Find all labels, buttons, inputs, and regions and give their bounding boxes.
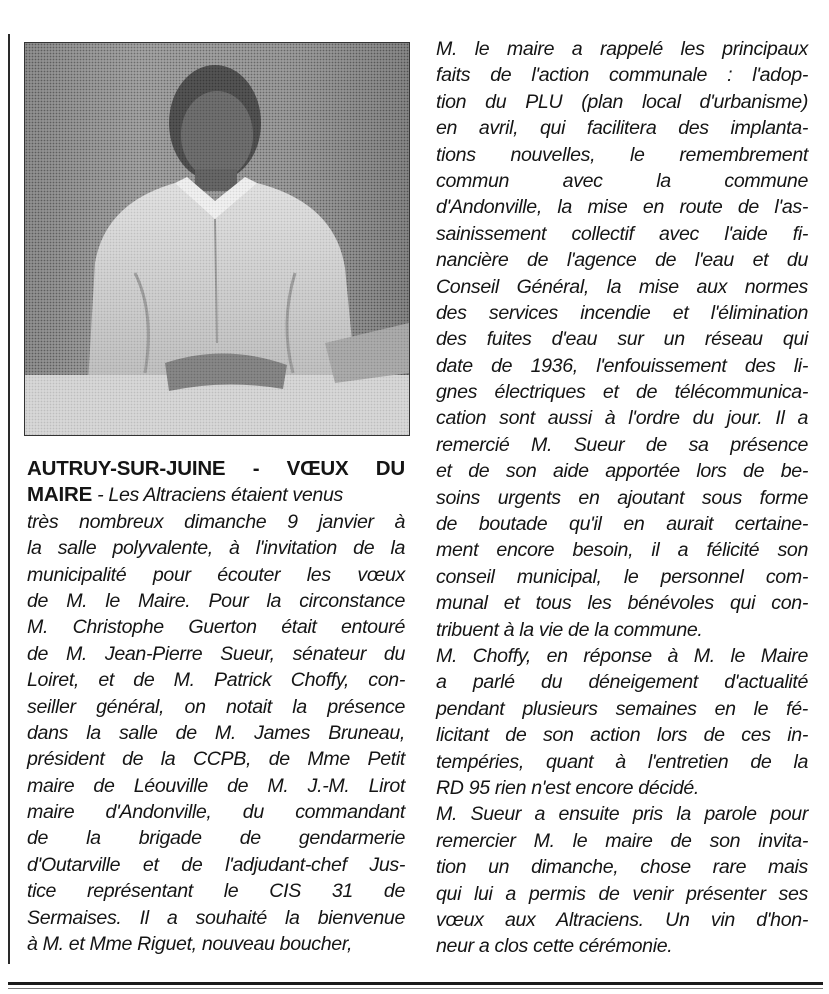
article-line: d'Andonville, la mise en route de l'as- — [436, 196, 808, 219]
article-line: tions nouvelles, le remembrement — [436, 143, 808, 166]
article-line: très nombreux dimanche 9 janvier à — [27, 510, 405, 533]
article-line: tribuent à la vie de la commune. — [436, 618, 703, 641]
article-line: Conseil Général, la mise aux normes — [436, 275, 808, 298]
article-line: de boutade qu'il en aurait certaine- — [436, 513, 808, 536]
article-right-column — [436, 36, 808, 960]
article-line: munal et tous les bénévoles qui con- — [436, 592, 808, 615]
article-line: des services incendie et l'élimination — [436, 301, 808, 324]
article-line: de M. le Maire. Pour la circonstance — [27, 589, 405, 612]
article-line: sainissement collectif avec l'aide fi- — [436, 222, 808, 245]
article-line: des fuites d'eau sur un réseau qui — [436, 328, 808, 351]
article-line: vœux aux Altraciens. Un vin d'hon- — [436, 908, 808, 931]
photo-image — [25, 43, 409, 435]
article-line: seiller général, on notait la présence — [27, 695, 405, 718]
article-line: faits de l'action communale : l'adop- — [436, 64, 808, 87]
article-line: maire de Léouville de M. J.-M. Lirot — [27, 774, 405, 797]
headline-continued: MAIRE — [27, 483, 93, 507]
article-line: a parlé du déneigement d'actualité — [436, 671, 808, 694]
article-line-first — [27, 482, 405, 508]
article-line: tion du PLU (plan local d'urbanisme) — [436, 90, 808, 113]
lead-text: - Les Altraciens étaient venus — [92, 484, 343, 507]
article-line: ment encore besoin, il a félicité son — [436, 539, 808, 562]
mayor-photo — [24, 42, 410, 436]
article-line: pendant plusieurs semaines en le fé- — [436, 697, 808, 720]
article-line: Loiret, et de M. Patrick Choffy, con- — [27, 669, 405, 692]
article-line: M. Choffy, en réponse à M. le Maire — [436, 644, 808, 667]
article-line: président de la CCPB, de Mme Petit — [27, 748, 405, 771]
article-line: la salle polyvalente, à l'invitation de la — [27, 537, 405, 560]
article-line: à M. et Mme Riguet, nouveau boucher, — [27, 933, 353, 956]
article-line: M. le maire a rappelé les principaux — [436, 38, 808, 60]
article-line: de la brigade de gendarmerie — [27, 827, 405, 850]
article-line: RD 95 rien n'est encore décidé. — [436, 776, 700, 799]
column-rule — [8, 34, 10, 964]
article-line: M. Sueur a ensuite pris la parole pour — [436, 803, 808, 826]
article-line: tion un dimanche, chose rare mais — [436, 856, 808, 879]
article-line: de M. Jean-Pierre Sueur, sénateur du — [27, 642, 405, 665]
article-line: maire d'Andonville, du commandant — [27, 801, 405, 824]
article-line: et de son aide apportée lors de be- — [436, 460, 808, 483]
article-line: dans la salle de M. James Bruneau, — [27, 721, 405, 744]
article-line: remercié M. Sueur de sa présence — [436, 433, 808, 456]
headline: AUTRUY-SUR-JUINE - VŒUX DU — [27, 457, 405, 480]
article-line: tice représentant le CIS 31 de — [27, 880, 405, 903]
article-line: d'Outarville et de l'adjudant-chef Jus- — [27, 853, 405, 876]
article-line: cation sont aussi à l'ordre du jour. Il a — [436, 407, 808, 430]
article-left-column — [27, 456, 405, 957]
article-line: commun avec la commune — [436, 169, 808, 192]
article-line: remercier M. le maire de son invita- — [436, 829, 808, 852]
article-line: soins urgents en ajoutant sous forme — [436, 486, 808, 509]
article-line: qui lui a permis de venir présenter ses — [436, 882, 808, 905]
article-line: M. Christophe Guerton était entouré — [27, 616, 405, 639]
bottom-rule-thin — [8, 988, 823, 989]
article-line: Sermaises. Il a souhaité la bienvenue — [27, 906, 405, 929]
article-line: en avril, qui facilitera des implanta- — [436, 117, 808, 140]
article-line: nancière de l'agence de l'eau et du — [436, 249, 808, 272]
article-line: licitant de son action lors de ces in- — [436, 724, 808, 747]
article-line: conseil municipal, le personnel com- — [436, 565, 808, 588]
article-line: tempéries, quant à l'entretien de la — [436, 750, 808, 773]
bottom-rule — [8, 982, 823, 985]
article-line: municipalité pour écouter les vœux — [27, 563, 405, 586]
article-line: neur a clos cette cérémonie. — [436, 935, 673, 958]
article-line: gnes électriques et de télécommunica- — [436, 381, 808, 404]
article-line: date de 1936, l'enfouissement des li- — [436, 354, 808, 377]
